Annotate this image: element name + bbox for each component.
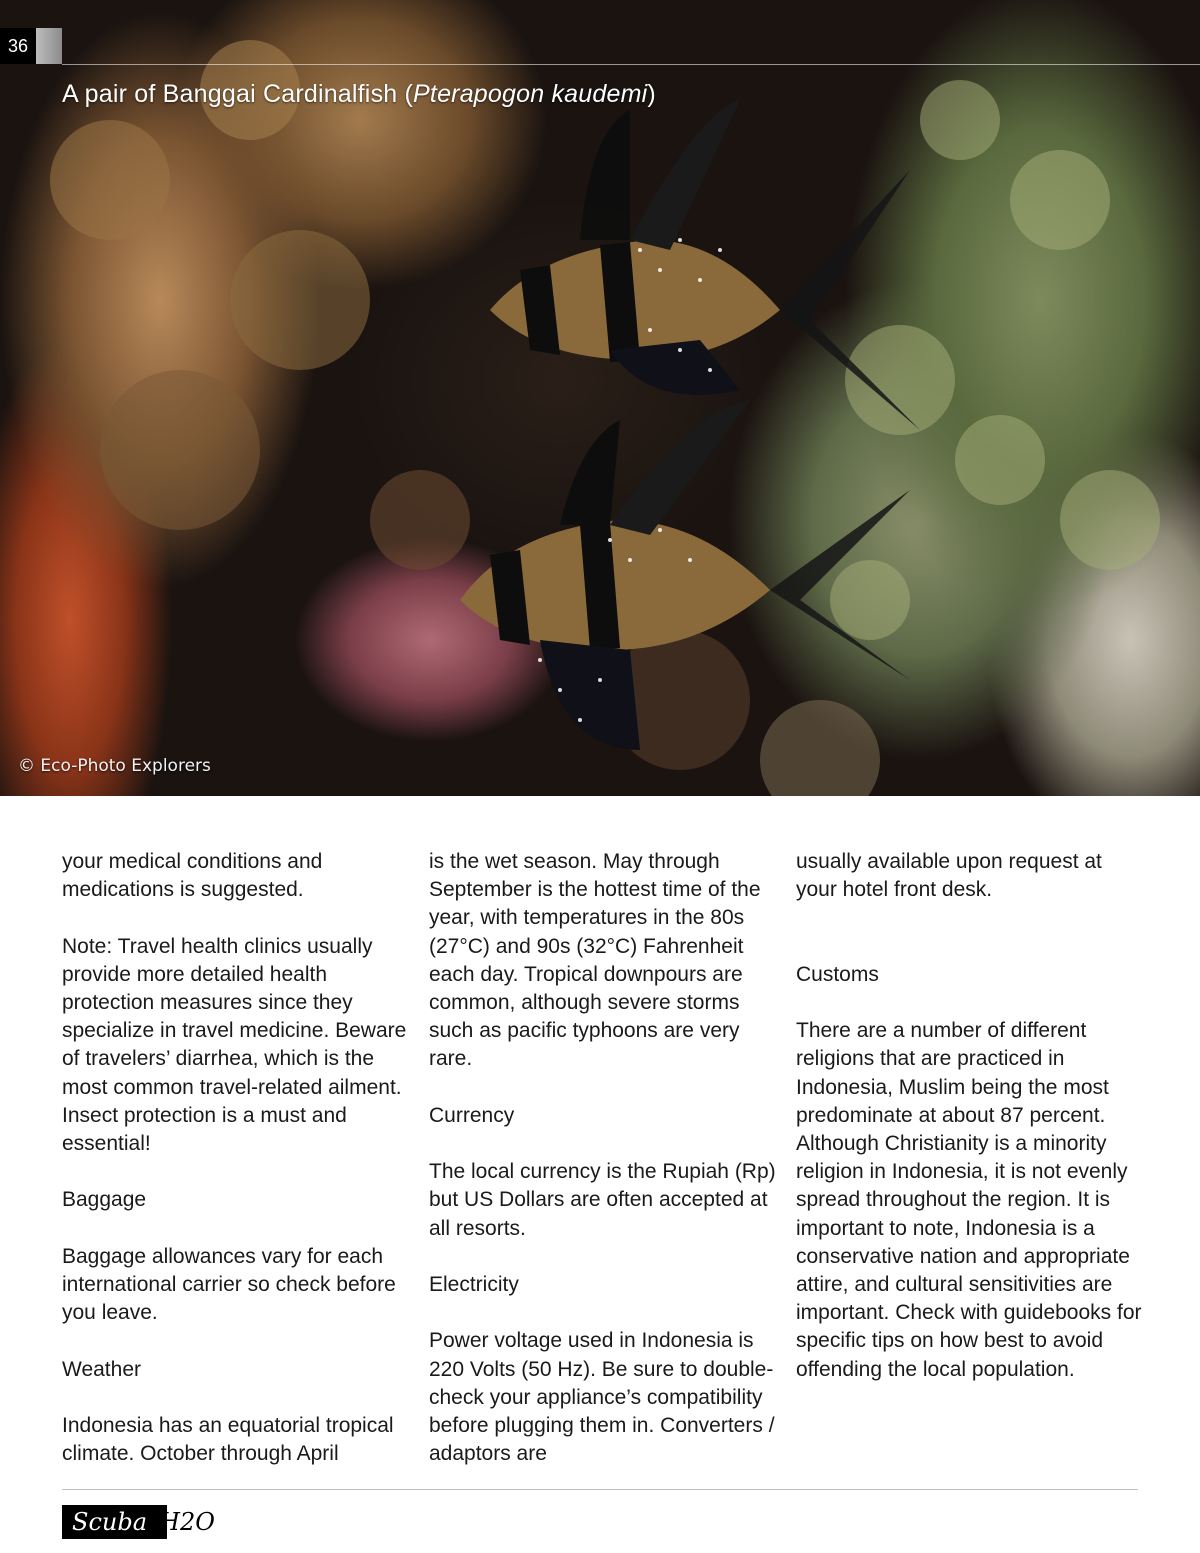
paragraph: Indonesia has an equatorial tropical climate. October through April	[62, 1413, 394, 1466]
caption-species: Pterapogon kaudemi	[413, 80, 648, 108]
section-heading-currency: Currency	[429, 1103, 515, 1127]
page-number: 36	[0, 28, 36, 64]
text-column-2	[429, 848, 779, 1468]
section-heading-weather: Weather	[62, 1357, 141, 1381]
logo-scuba-text: Scuba	[62, 1505, 167, 1539]
text-column-1	[62, 848, 412, 1468]
paragraph: The local currency is the Rupiah (Rp) but US Dollars are often accepted at all resorts.	[429, 1160, 776, 1240]
footer-divider	[62, 1489, 1138, 1490]
section-heading-baggage: Baggage	[62, 1188, 147, 1212]
caption-prefix: A pair of Banggai Cardinalfish (	[62, 80, 414, 108]
paragraph: usually available upon request at your hotel front desk.	[796, 850, 1102, 902]
paragraph: Power voltage used in Indonesia is 220 Volts (50 Hz). Be sure to double-check your appliance’s compatibility before plugging them in. Converters / adaptors are	[429, 1329, 775, 1466]
caption-suffix: )	[647, 80, 656, 108]
page-tab	[36, 28, 62, 64]
paragraph: There are a number of different religions that are practiced in Indonesia, Muslim being the most predominate at about 87 percent. Although Christianity is a minority religion in Indonesia, it is not evenly spread throughout the region. It is important to note, Indonesia is a conservative nation and appropriate attire, and cultural sensitivities are important. Check with guidebooks for specific tips on how best to avoid offending the local population.	[796, 1019, 1142, 1381]
paragraph: Note: Travel health clinics usually provide more detailed health protection measures since they specialize in travel medicine. Beware of travelers’ diarrhea, which is the most common travel-related ailment. Insect protection is a must and essential!	[62, 934, 407, 1156]
caption-divider	[62, 64, 1200, 65]
text-column-3	[796, 848, 1146, 1384]
section-heading-customs: Customs	[796, 962, 879, 986]
logo-h2o-text: H2O	[159, 1508, 215, 1536]
paragraph: your medical conditions and medications is suggested.	[62, 850, 323, 902]
photo-caption	[62, 80, 656, 109]
paragraph: is the wet season. May through September is the hottest time of the year, with temperatures in the 80s (27°C) and 90s (32°C) Fahrenheit each day. Tropical downpours are common, although severe storms such as pacific typhoons are very rare.	[429, 850, 761, 1071]
scuba-h2o-logo	[62, 1504, 215, 1540]
photo-credit: © Eco-Photo Explorers	[18, 756, 211, 776]
paragraph: Baggage allowances vary for each international carrier so check before you leave.	[62, 1244, 396, 1325]
section-heading-electricity: Electricity	[429, 1273, 519, 1296]
